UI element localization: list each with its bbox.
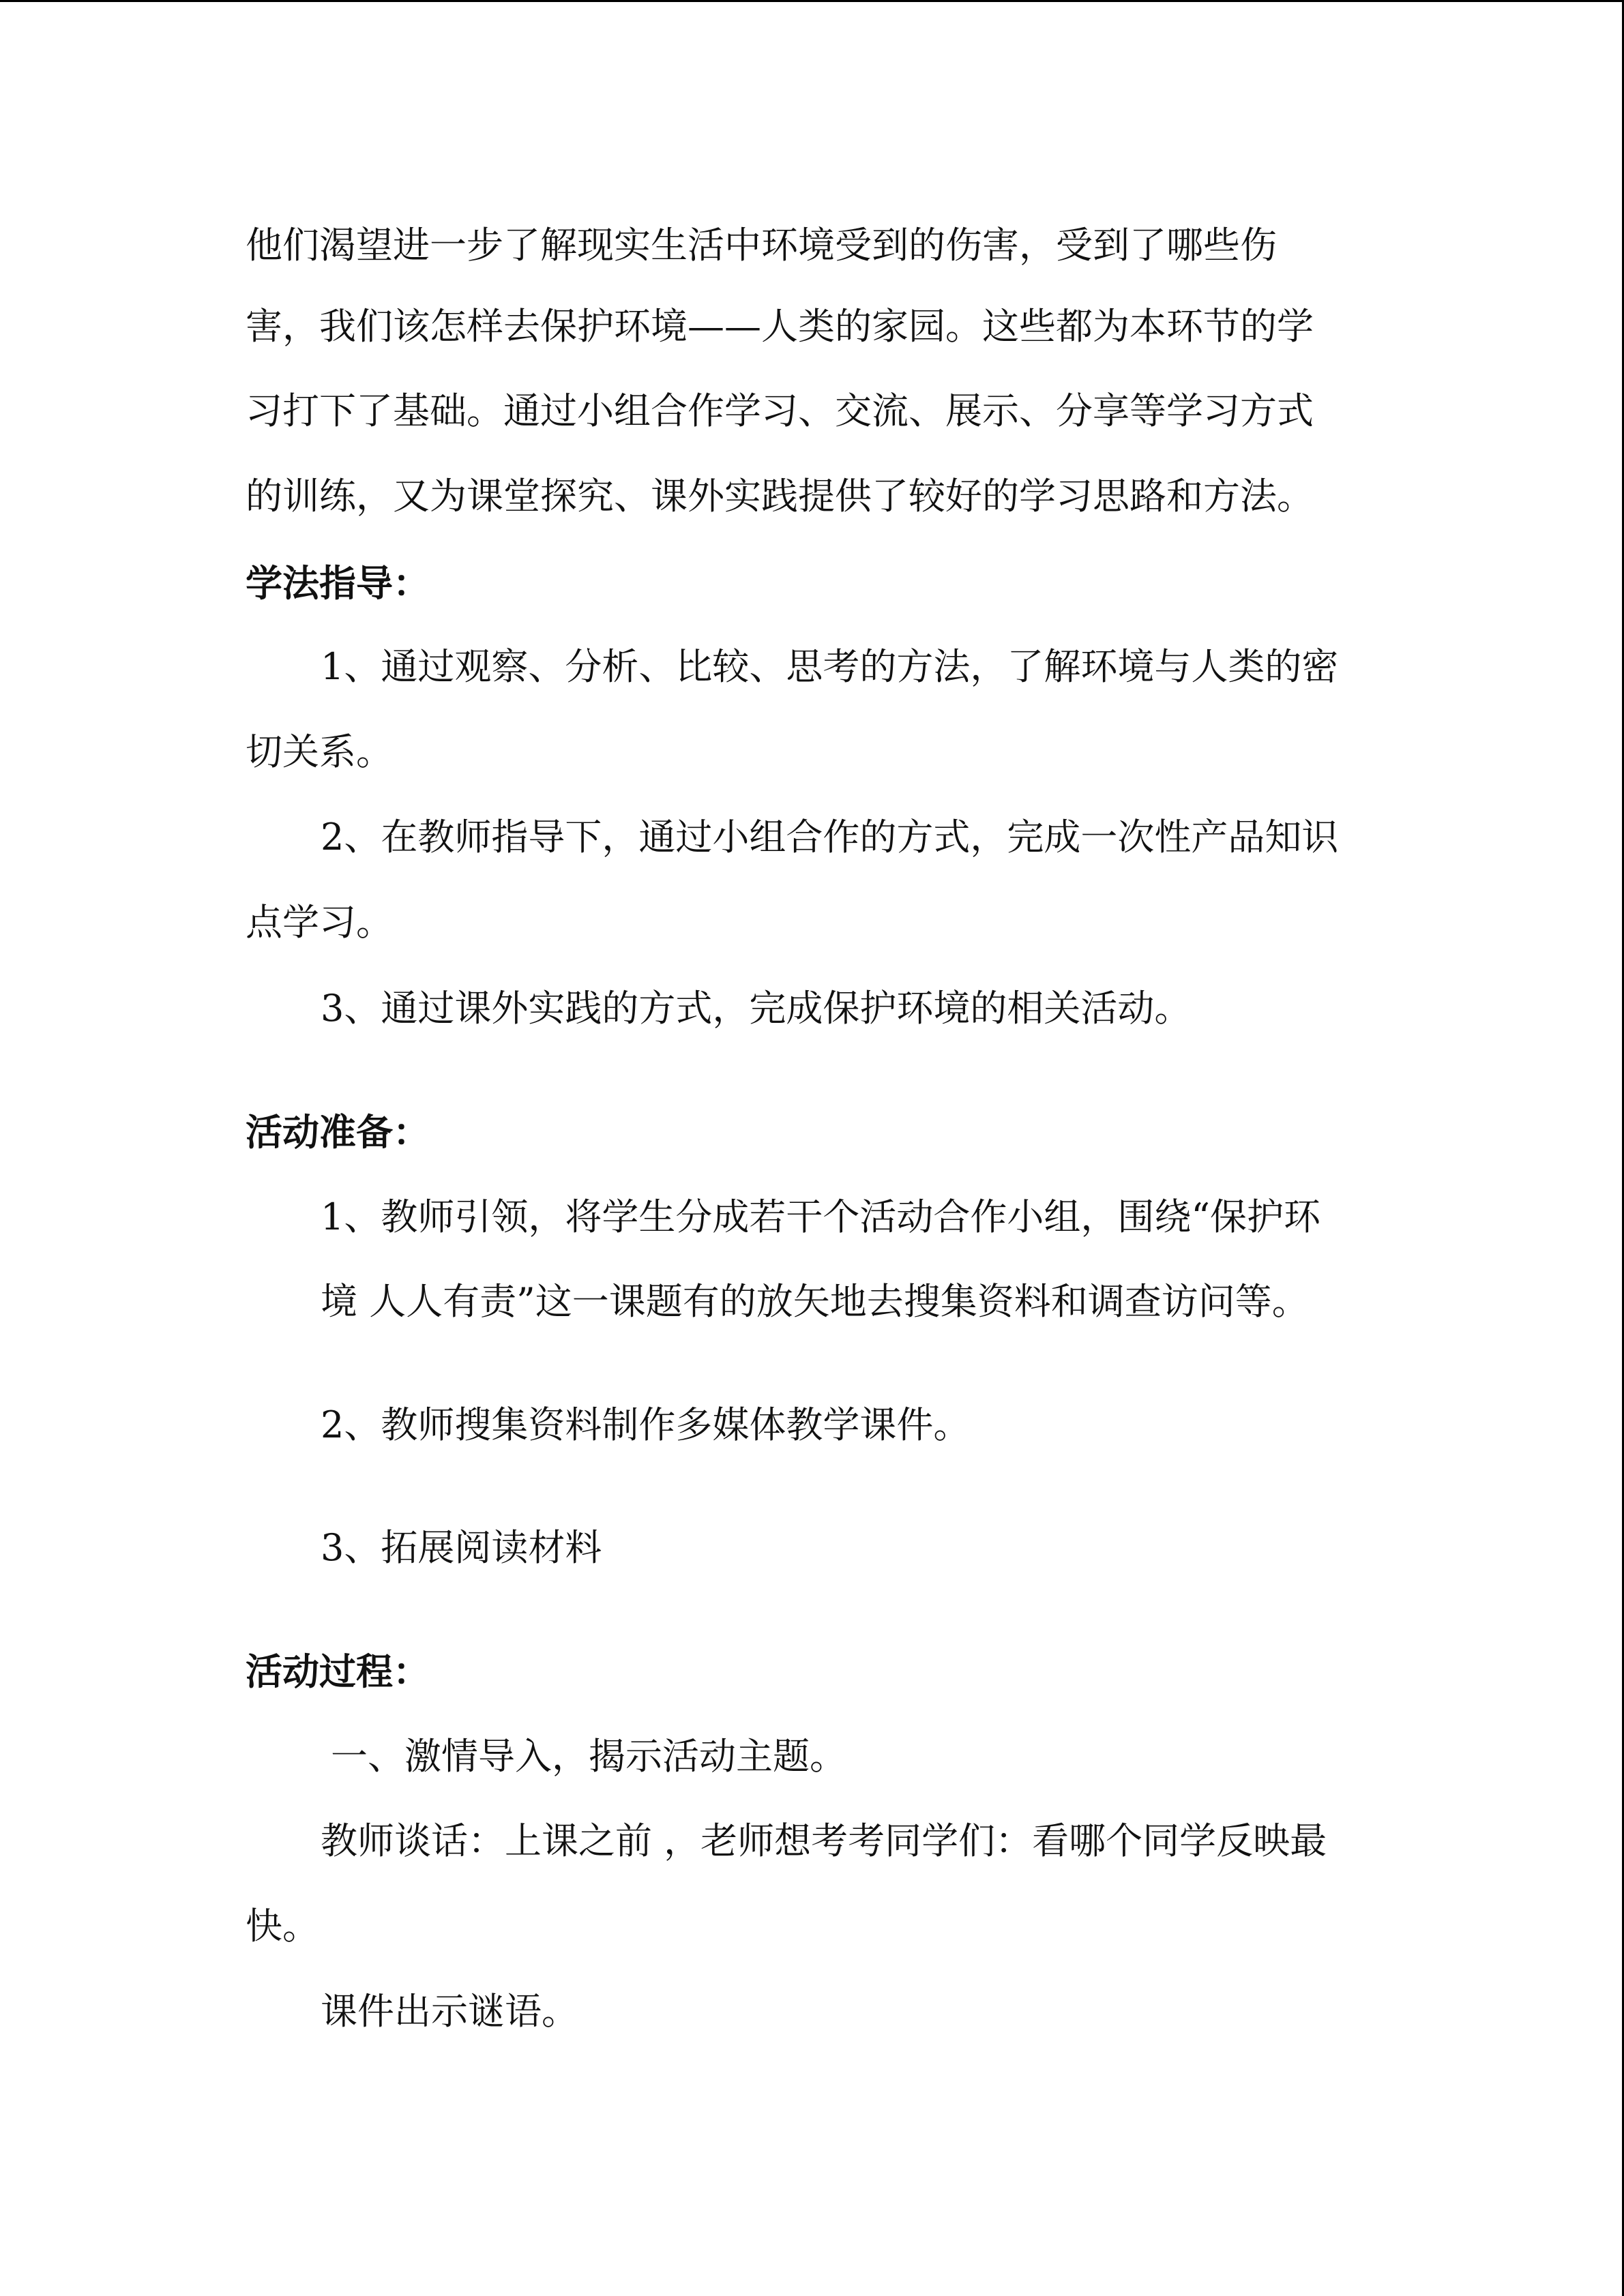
paragraph-line: 快。: [246, 1905, 319, 1948]
list-item-line: 境 人人有责”这一课题有的放矢地去搜集资料和调查访问等。: [321, 1280, 1309, 1323]
section-heading-process: 活动过程：: [246, 1650, 430, 1693]
section-heading-preparation: 活动准备：: [246, 1110, 430, 1154]
paragraph-line: 习打下了基础。通过小组合作学习、交流、展示、分享等学习方式: [246, 389, 1314, 432]
paragraph-line: 他们渴望进一步了解现实生活中环境受到的伤害，受到了哪些伤: [246, 224, 1277, 267]
list-item-line: 3、拓展阅读材料: [321, 1526, 602, 1569]
list-item-line: 2、在教师指导下，通过小组合作的方式，完成一次性产品知识: [321, 816, 1339, 859]
list-item-line: 3、通过课外实践的方式，完成保护环境的相关活动。: [321, 987, 1192, 1030]
list-item-line: 1、教师引领，将学生分成若干个活动合作小组，围绕“保护环: [321, 1195, 1320, 1238]
list-item-line: 1、通过观察、分析、比较、思考的方法，了解环境与人类的密: [321, 645, 1339, 688]
section-heading-study-method: 学法指导：: [246, 561, 430, 605]
paragraph-line: 教师谈话：上课之前 ，老师想考考同学们：看哪个同学反映最: [321, 1819, 1327, 1862]
list-item-line: 2、教师搜集资料制作多媒体教学课件。: [321, 1403, 971, 1446]
list-item-line: 切关系。: [246, 730, 393, 773]
paragraph-line: 的训练，又为课堂探究、课外实践提供了较好的学习思路和方法。: [246, 475, 1314, 518]
paragraph-line: 害，我们该怎样去保护环境——人类的家园。这些都为本环节的学: [246, 305, 1314, 348]
paragraph-line: 一、激情导入，揭示活动主题。: [331, 1735, 846, 1778]
list-item-line: 点学习。: [246, 901, 393, 944]
paragraph-line: 课件出示谜语。: [321, 1990, 578, 2033]
